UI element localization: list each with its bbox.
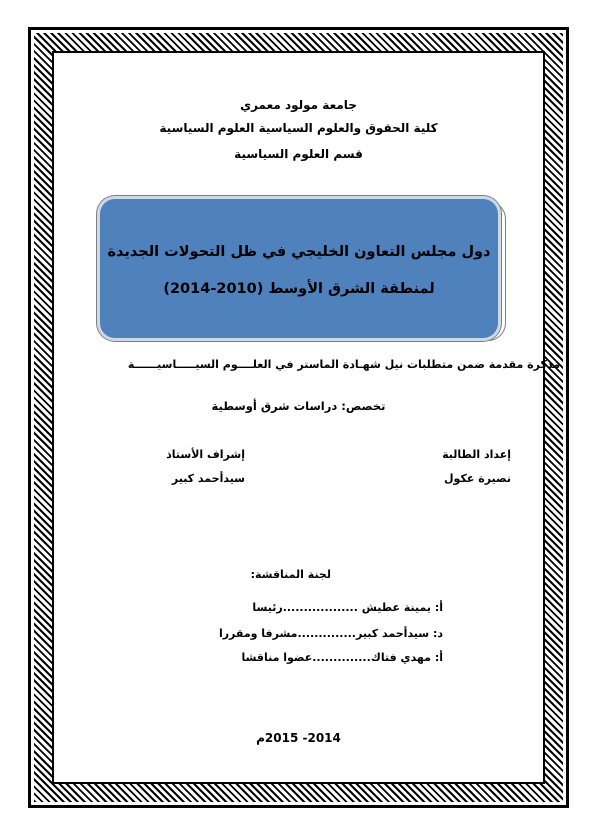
committee-member: د: سيدأحمد كبير..............مشرفا ومقررا xyxy=(218,627,443,640)
memo-statement: مذكرة مقدمة ضمن متطلبات نيل شهـادة الماستر في العلــــوم السيـــــاسيــــــة xyxy=(127,358,560,371)
student-name: نصيرة عكول xyxy=(444,472,511,485)
academic-year: 2014- 2015م xyxy=(256,731,341,745)
supervisor-label: إشراف الأستاذ xyxy=(166,448,245,461)
specialization: تخصص: دراسات شرق أوسطية xyxy=(211,399,386,413)
committee-member: أ: مهدي فتاك..............عضوا مناقشا xyxy=(241,651,443,664)
title-box xyxy=(97,196,501,341)
supervisor-name: سيدأحمد كبير xyxy=(171,472,245,485)
thesis-title-line-2: لمنطقة الشرق الأوسط (2010-2014) xyxy=(163,281,435,297)
department-name: قسم العلوم السياسية xyxy=(234,147,363,161)
committee-label: لجنة المناقشة: xyxy=(250,568,331,581)
thesis-title-line-1: دول مجلس التعاون الخليجي في ظل التحولات الجديدة xyxy=(107,244,491,260)
university-name: جامعة مولود معمري xyxy=(240,98,357,112)
faculty-name: كلية الحقوق والعلوم السياسية العلوم السياسية xyxy=(159,121,438,135)
student-label: إعداد الطالبة xyxy=(442,448,511,461)
committee-member: أ: يمينة عطيش ..................رئيسا xyxy=(252,601,443,614)
